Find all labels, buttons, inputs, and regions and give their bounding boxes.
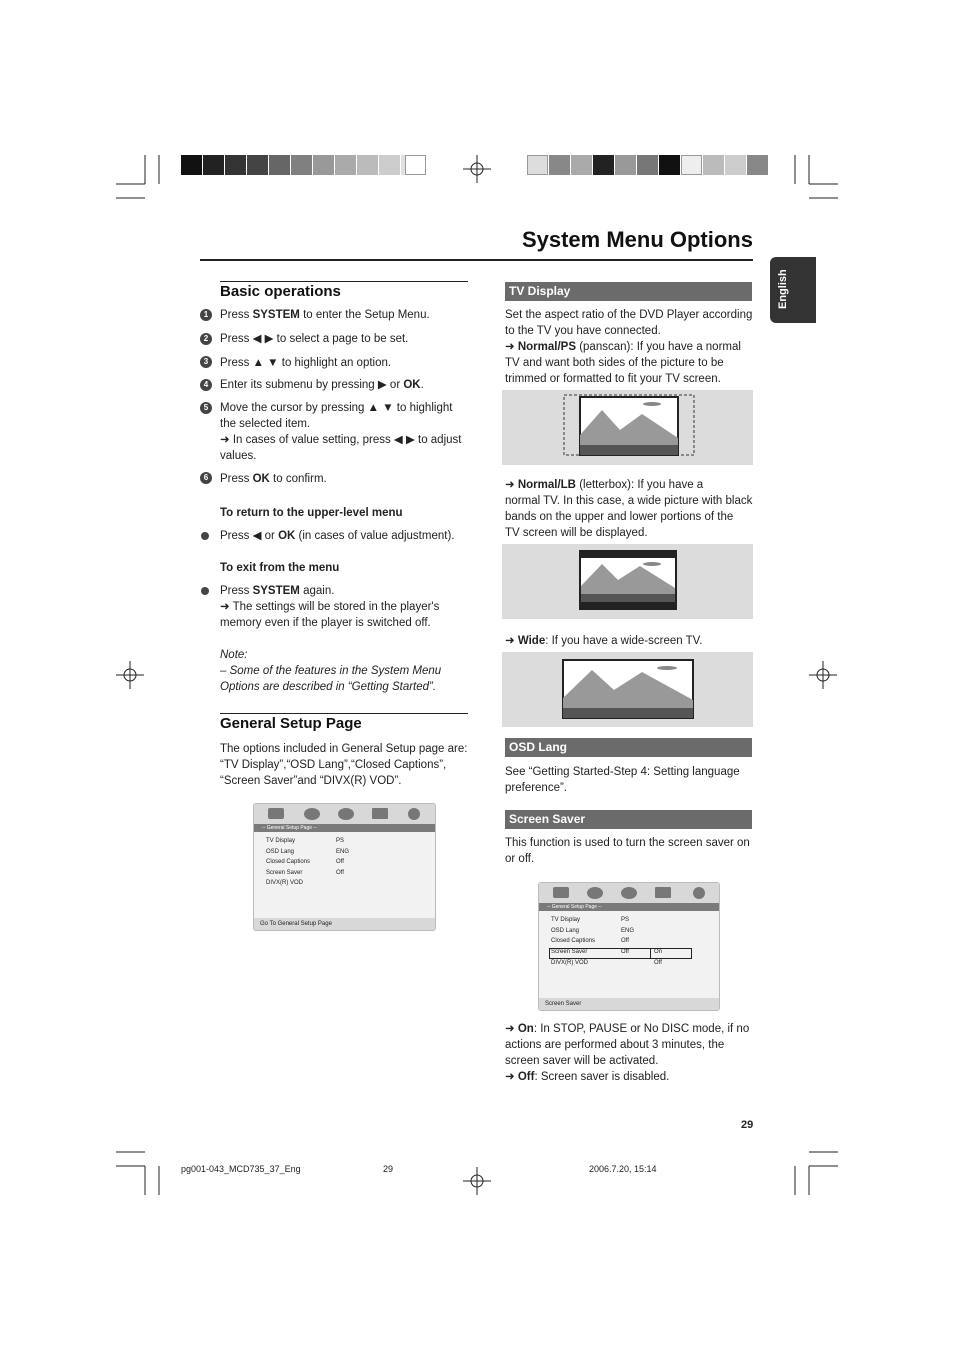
section-bar-screen-saver: Screen Saver — [505, 810, 752, 829]
note: Note: – Some of the features in the System Menu Options are described in “Getting Started”. — [220, 649, 442, 693]
menu-item-value: PS — [336, 838, 345, 844]
menu-option-off: Off — [654, 960, 662, 966]
step-text: Move the cursor by pressing ▲ ▼ to highlight the selected item. ➜ In cases of value setting, press ◀ ▶ to adjust values. — [220, 402, 462, 462]
section-heading-general: General Setup Page — [220, 715, 362, 732]
bullet — [201, 587, 209, 595]
page-number: 29 — [741, 1119, 754, 1131]
menu-item-value: Off — [336, 859, 344, 865]
title-rule — [200, 259, 753, 261]
screen-saver-text: This function is used to turn the screen saver on or off. — [505, 837, 750, 865]
exit-text: Press SYSTEM again. ➜ The settings will be stored in the player's memory even if the player is switched off. — [220, 585, 440, 629]
menu-option-on: On — [654, 949, 663, 955]
step-number: 2 — [200, 333, 212, 345]
language-tab-label: English — [777, 269, 789, 309]
step-text: Press ▲ ▼ to highlight an option. — [220, 357, 392, 369]
section-heading-basic: Basic operations — [220, 283, 341, 300]
menu-subbar: -- General Setup Page -- — [254, 824, 435, 832]
menu-icon-row — [539, 883, 719, 903]
menu-item-label: Closed Captions — [266, 859, 311, 865]
step-number: 4 — [200, 379, 212, 391]
step-text: Enter its submenu by pressing ▶ or OK. — [220, 379, 424, 391]
general-text: The options included in General Setup page are: “TV Display”,“OSD Lang”,“Closed Captions”, “Screen Saver”and “DIVX(R) VOD”. — [220, 743, 468, 787]
footer-date: 2006.7.20, 15:14 — [589, 1164, 657, 1174]
menu-item-label: TV Display — [266, 838, 296, 844]
step-number: 5 — [200, 402, 212, 414]
step-text: Press SYSTEM to enter the Setup Menu. — [220, 309, 430, 321]
landscape-image — [502, 652, 753, 727]
wide-text: ➜ Wide: If you have a wide-screen TV. — [505, 635, 703, 647]
landscape-image — [502, 390, 753, 465]
footer-page: 29 — [383, 1164, 394, 1174]
menu-item-value: Off — [621, 938, 629, 944]
menu-item-value: ENG — [621, 928, 635, 934]
setup-menu-screenshot — [253, 803, 436, 931]
footer-file: pg001-043_MCD735_37_Eng — [181, 1164, 301, 1174]
menu-item-value: ENG — [336, 849, 350, 855]
section-bar-osd-lang: OSD Lang — [505, 738, 752, 757]
landscape-image — [502, 544, 753, 619]
letterbox-text: ➜ Normal/LB (letterbox): If you have a normal TV. In this case, a wide picture with black bands on the upper and lower portions of the TV screen will be displayed. — [505, 479, 753, 539]
section-rule — [220, 713, 468, 714]
menu-footer: Screen Saver — [539, 998, 719, 1010]
menu-item-label: DIVX(R) VOD — [266, 880, 304, 886]
language-tab — [770, 257, 816, 323]
menu-icon-row — [254, 804, 435, 824]
return-text: Press ◀ or OK (in cases of value adjustment). — [220, 530, 455, 542]
screen-saver-menu-screenshot — [538, 882, 720, 1011]
menu-item-value: PS — [621, 917, 630, 923]
section-rule — [220, 281, 468, 282]
subheading-exit: To exit from the menu — [220, 562, 340, 574]
on-off-text: ➜ On: In STOP, PAUSE or No DISC mode, if no actions are performed about 3 minutes, the screen saver will be activated. ➜ Off: Screen saver is disabled. — [505, 1023, 750, 1083]
letterbox-illustration — [502, 544, 753, 619]
wide-illustration — [502, 652, 753, 727]
menu-item-label: TV Display — [551, 917, 581, 923]
step-text: Press ◀ ▶ to select a page to be set. — [220, 333, 409, 345]
osd-lang-text: See “Getting Started-Step 4: Setting language preference”. — [505, 766, 740, 794]
menu-item-label: OSD Lang — [266, 849, 295, 855]
section-bar-tv-display: TV Display — [505, 282, 752, 301]
menu-footer: Go To General Setup Page — [254, 918, 435, 930]
menu-icons — [539, 883, 719, 903]
step-number: 1 — [200, 309, 212, 321]
step-number: 3 — [200, 356, 212, 368]
bullet — [201, 532, 209, 540]
menu-item-value: Off — [336, 870, 344, 876]
menu-item-label: OSD Lang — [551, 928, 580, 934]
step-text: Press OK to confirm. — [220, 473, 327, 485]
tv-display-text: Set the aspect ratio of the DVD Player according to the TV you have connected. ➜ Normal/PS (panscan): If you have a normal TV and want both sides of the picture to be trimmed or formatted to fit your TV screen. — [505, 309, 753, 385]
menu-item-label: DIVX(R) VOD — [551, 960, 589, 966]
subheading-return: To return to the upper-level menu — [220, 507, 403, 519]
menu-item-label: Closed Captions — [551, 938, 596, 944]
panscan-illustration — [502, 390, 753, 465]
menu-icons — [254, 804, 435, 824]
menu-subbar: -- General Setup Page -- — [539, 903, 719, 911]
step-number: 6 — [200, 472, 212, 484]
page-title: System Menu Options — [521, 227, 753, 252]
menu-item-label: Screen Saver — [551, 949, 588, 955]
menu-item-label: Screen Saver — [266, 870, 303, 876]
menu-item-value: Off — [621, 949, 629, 955]
